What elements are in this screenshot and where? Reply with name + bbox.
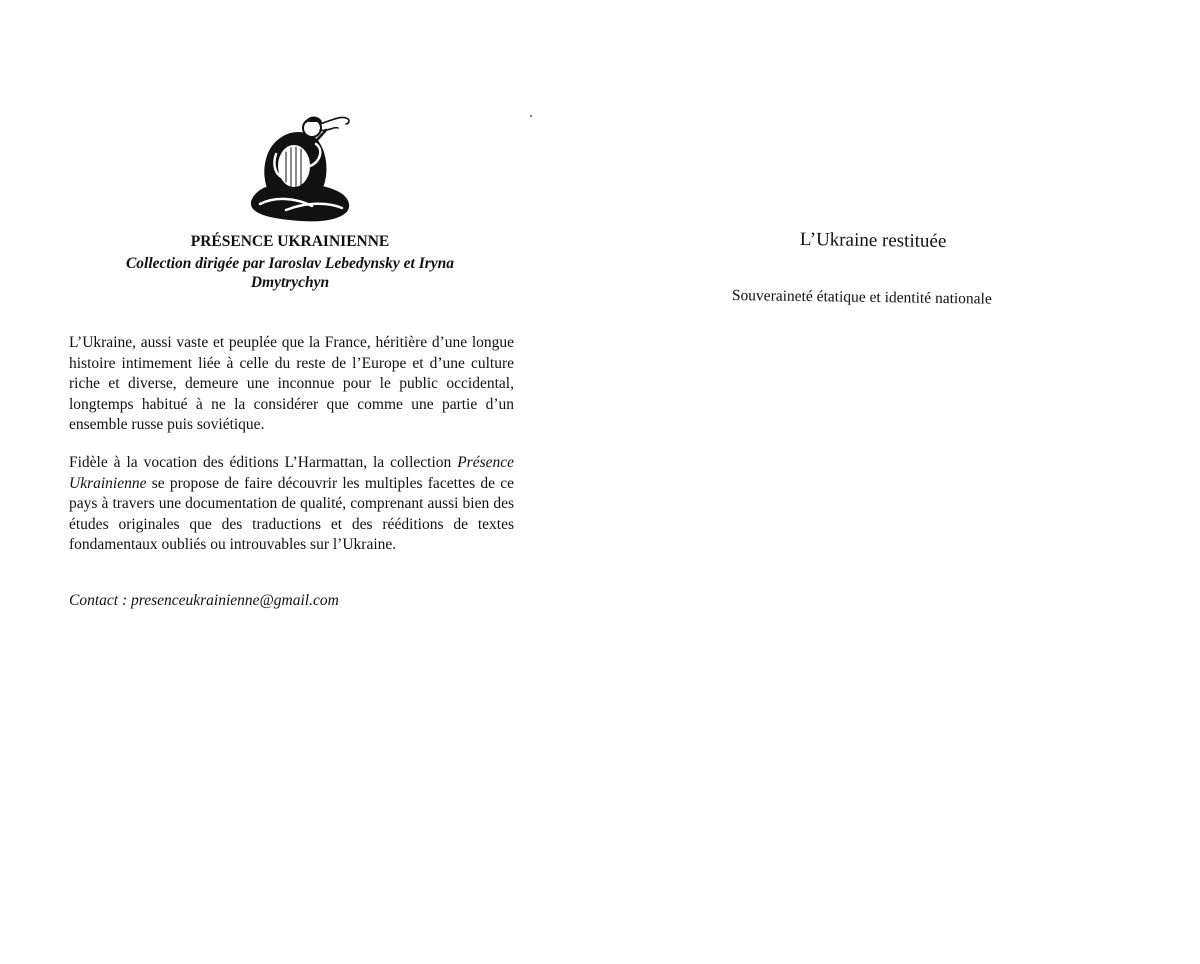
collection-name: Présence Ukrainienne <box>69 454 514 492</box>
paragraph-text-start: Fidèle à la vocation des éditions L’Harmattan, la collection <box>69 454 458 471</box>
series-directors: Collection dirigée par Iaroslav Lebedynsky et Iryna Dmytrychyn <box>125 255 455 291</box>
paragraph-text-end: se propose de faire découvrir les multiples facettes de ce pays à travers une documentation de qualité, comprenant aussi bien des études originales que des traductions et des rééditions de textes fondamentaux oubliés ou introuvables sur l’Ukraine. <box>69 474 514 554</box>
book-title: L’Ukraine restituée <box>799 229 947 253</box>
bandura-player-icon <box>246 110 356 228</box>
contact-email: Contact : presenceukrainienne@gmail.com <box>69 592 339 609</box>
series-vocation-paragraph <box>69 453 514 556</box>
right-page <box>600 0 1200 964</box>
series-description-paragraph: L’Ukraine, aussi vaste et peuplée que la France, héritière d’une longue histoire intimement liée à celle du reste de l’Europe et d’une culture riche et diverse, demeure une inconnue pour le public occidental, longtemps habitué à ne la considérer que comme une partie d’un ensemble russe puis soviétique. <box>69 334 514 434</box>
series-title: PRÉSENCE UKRAINIENNE <box>190 233 390 250</box>
scan-speck <box>530 115 532 117</box>
book-subtitle: Souveraineté étatique et identité nationale <box>731 287 992 308</box>
